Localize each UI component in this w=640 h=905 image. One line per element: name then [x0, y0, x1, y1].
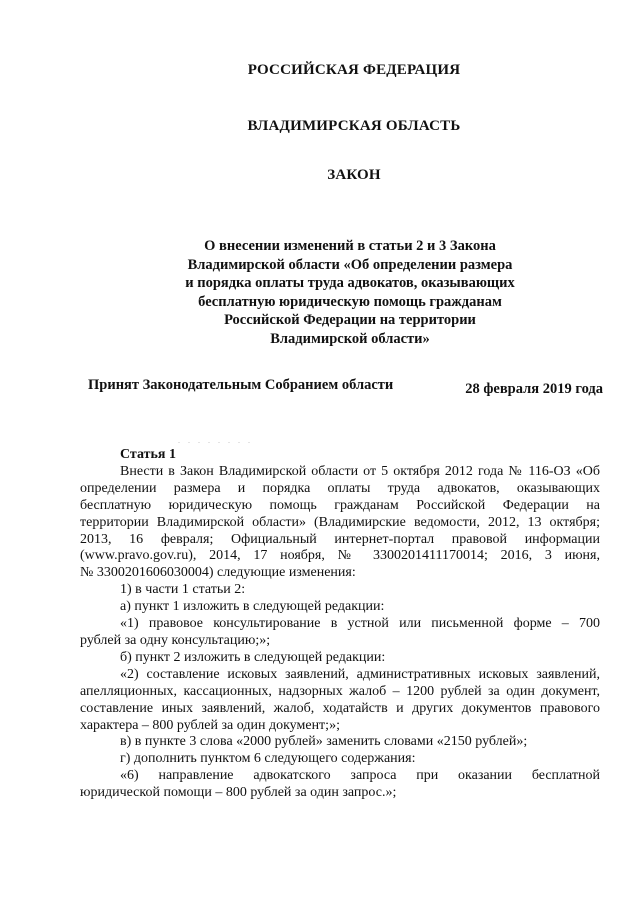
text-line: юридической помощи – 800 рублей за один запрос.»;	[80, 785, 397, 801]
text-line: 2013, 16 февраля; Официальный интернет-портал правовой информации	[80, 531, 600, 547]
quote-point-6	[80, 768, 600, 802]
article-body	[80, 447, 600, 802]
text-line: апелляционных, кассационных, надзорных жалоб – 1200 рублей за один документ,	[80, 683, 600, 699]
header-region: ВЛАДИМИРСКАЯ ОБЛАСТЬ	[247, 118, 461, 134]
text-line: рублей за одну консультацию;»;	[80, 632, 271, 648]
text-line: «6) направление адвокатского запроса при оказании бесплатной	[120, 768, 600, 784]
law-title	[150, 237, 550, 348]
text-line: определении размера и порядка оплаты труда адвокатов, оказывающих	[80, 480, 600, 496]
adoption-date: 28 февраля 2019 года	[465, 381, 603, 397]
quote-point-2	[80, 667, 600, 735]
item-b: б) пункт 2 изложить в следующей редакции:	[120, 649, 386, 665]
text-line: № 3300201606030004) следующие изменения:	[80, 565, 356, 581]
text-line: составление иных заявлений, жалоб, ходатайств и других документов правового	[80, 700, 600, 716]
text-line: «1) правовое консультирование в устной или письменной форме – 700	[120, 616, 600, 632]
title-line: О внесении изменений в статьи 2 и 3 Закона	[204, 238, 496, 254]
item-1: 1) в части 1 статьи 2:	[120, 582, 246, 598]
item-g: г) дополнить пунктом 6 следующего содержания:	[120, 751, 416, 767]
quote-point-1	[80, 616, 600, 650]
title-line: Российской Федерации на территории	[224, 312, 476, 328]
text-line: характера – 800 рублей за один документ;»;	[80, 717, 340, 733]
item-a: а) пункт 1 изложить в следующей редакции:	[120, 599, 385, 615]
item-v: в) в пункте 3 слова «2000 рублей» заменить словами «2150 рублей»;	[120, 734, 528, 750]
text-line: «2) составление исковых заявлений, административных исковых заявлений,	[120, 666, 600, 682]
article-intro	[80, 464, 600, 582]
scan-artifact: . . . . . . . .	[178, 436, 253, 445]
title-line: и порядка оплаты труда адвокатов, оказывающих	[185, 275, 515, 291]
header-country: РОССИЙСКАЯ ФЕДЕРАЦИЯ	[247, 62, 461, 78]
title-line: бесплатную юридическую помощь гражданам	[198, 293, 502, 310]
title-line: Владимирской области»	[270, 330, 430, 347]
text-line: Внести в Закон Владимирской области от 5 октября 2012 года № 116-ОЗ «Об	[120, 463, 600, 479]
text-line: территории Владимирской области» (Владимирские ведомости, 2012, 13 октября;	[80, 514, 600, 530]
title-line: Владимирской области «Об определении размера	[187, 256, 513, 273]
text-line: бесплатную юридическую помощь гражданам Российской Федерации на	[80, 497, 600, 513]
article-heading: Статья 1	[120, 447, 176, 462]
header-doc-type: ЗАКОН	[327, 167, 381, 183]
adoption-label: Принят Законодательным Собранием области	[88, 377, 394, 393]
text-line: (www.pravo.gov.ru), 2014, 17 ноября, № 3300201411170014; 2016, 3 июня,	[80, 548, 600, 564]
